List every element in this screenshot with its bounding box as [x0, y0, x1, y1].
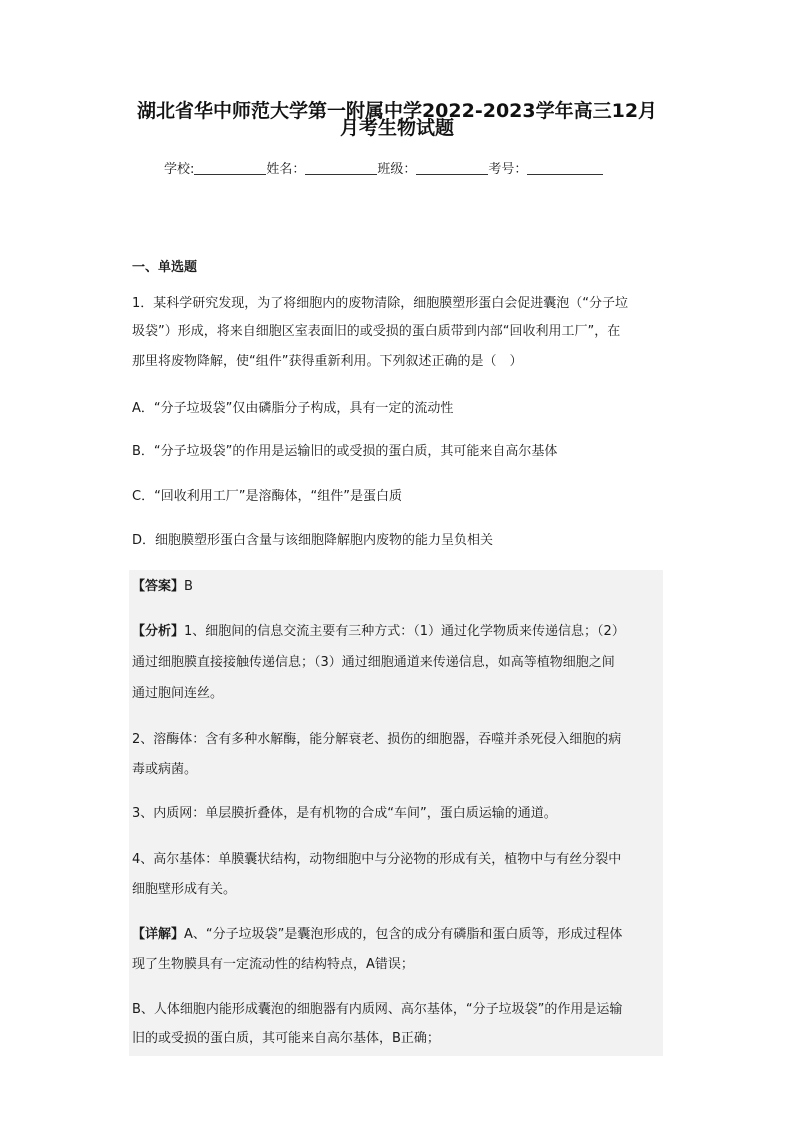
- exam-title-line1: 湖北省华中师范大学第一附属中学2022-2023学年高三12月: [136, 100, 658, 122]
- school-blank: [194, 161, 266, 175]
- exam-number-label: 考号：: [488, 162, 528, 177]
- option-d: D．细胞膜塑形蛋白含量与该细胞降解胞内废物的能力呈负相关: [132, 533, 494, 548]
- exam-number-blank: [527, 161, 603, 175]
- exam-title-line2: 月考生物试题: [339, 117, 454, 139]
- point2-line2: 毒或病菌。: [132, 762, 198, 777]
- answer-value: B: [184, 579, 193, 594]
- question-stem-line3: 那里将废物降解，使“组件”获得重新利用。下列叙述正确的是（ ）: [132, 354, 523, 369]
- section-title: 一、单选题: [132, 260, 198, 275]
- option-a: A．“分子垃圾袋”仅由磷脂分子构成，具有一定的流动性: [132, 401, 454, 416]
- detail-b-line1: B、人体细胞内能形成囊泡的细胞器有内质网、高尔基体，“分子垃圾袋”的作用是运输: [132, 1002, 623, 1017]
- point3-line: 3、内质网：单层膜折叠体，是有机物的合成“车间”，蛋白质运输的通道。: [132, 806, 557, 821]
- question-stem-line2: 圾袋”）形成，将来自细胞区室表面旧的或受损的蛋白质带到内部“回收利用工厂”，在: [132, 324, 621, 339]
- question-stem-line1: 1．某科学研究发现，为了将细胞内的废物清除，细胞膜塑形蛋白会促进囊泡（“分子垃: [132, 296, 629, 311]
- detail-a-line2: 现了生物膜具有一定流动性的结构特点，A错误；: [132, 957, 414, 972]
- answer-label: 【答案】: [132, 579, 185, 594]
- detail-a-line1: [132, 922, 662, 948]
- class-label: 班级：: [377, 162, 417, 177]
- name-blank: [305, 161, 377, 175]
- point2-line1: 2、溶酶体：含有多种水解酶，能分解衰老、损伤的细胞器，吞噬并杀死侵入细胞的病: [132, 732, 622, 747]
- analysis-line3: 通过胞间连丝。: [132, 686, 224, 701]
- detail-label: 【详解】: [132, 927, 185, 942]
- option-c: C．“回收利用工厂”是溶酶体，“组件”是蛋白质: [132, 489, 403, 504]
- student-info-row: [164, 158, 603, 177]
- analysis-line1: [132, 619, 662, 645]
- class-blank: [416, 161, 488, 175]
- detail-a-text1: A、“分子垃圾袋”是囊泡形成的，包含的成分有磷脂和蛋白质等，形成过程体: [184, 927, 623, 942]
- analysis-text1: 1、细胞间的信息交流主要有三种方式：（1）通过化学物质来传递信息；（2）: [184, 624, 625, 639]
- analysis-label: 【分析】: [132, 624, 185, 639]
- point4-line2: 细胞壁形成有关。: [132, 882, 237, 897]
- answer-line: [132, 574, 662, 600]
- name-label: 姓名：: [266, 162, 306, 177]
- detail-b-line2: 旧的或受损的蛋白质，其可能来自高尔基体，B正确；: [132, 1031, 440, 1046]
- analysis-line2: 通过细胞膜直接接触传递信息；（3）通过细胞通道来传递信息，如高等植物细胞之间: [132, 655, 615, 670]
- point4-line1: 4、高尔基体：单膜囊状结构，动物细胞中与分泌物的形成有关，植物中与有丝分裂中: [132, 852, 622, 867]
- option-b: B．“分子垃圾袋”的作用是运输旧的或受损的蛋白质，其可能来自高尔基体: [132, 444, 558, 459]
- school-label: 学校:: [164, 162, 195, 177]
